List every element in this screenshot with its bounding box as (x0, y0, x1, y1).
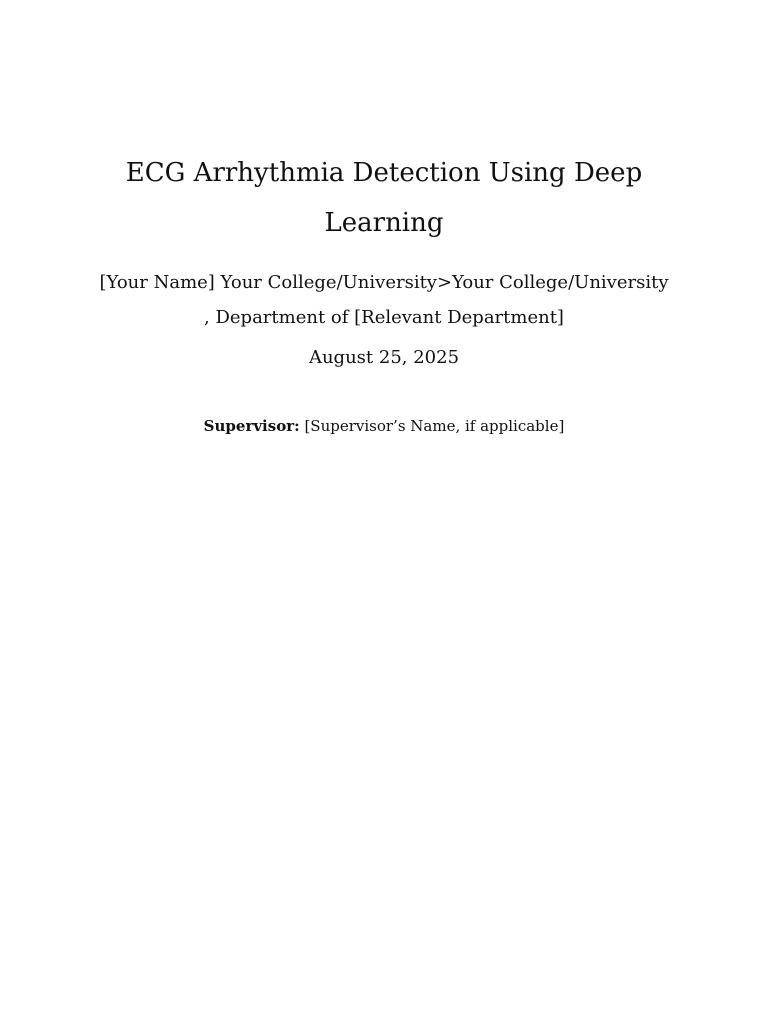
supervisor-label: Supervisor: (203, 417, 300, 435)
title-line-1: ECG Arrhythmia Detection Using Deep (125, 158, 643, 188)
supervisor-value: [Supervisor’s Name, if applicable] (304, 417, 565, 435)
author-affiliation (60, 265, 708, 335)
document-date: August 25, 2025 (308, 347, 460, 368)
document-title (100, 148, 668, 248)
title-line-2: Learning (324, 208, 444, 238)
supervisor-line (100, 414, 668, 438)
author-line-1: [Your Name] Your College/University>Your College/University (99, 272, 669, 293)
author-line-2: , Department of [Relevant Department] (204, 307, 564, 328)
